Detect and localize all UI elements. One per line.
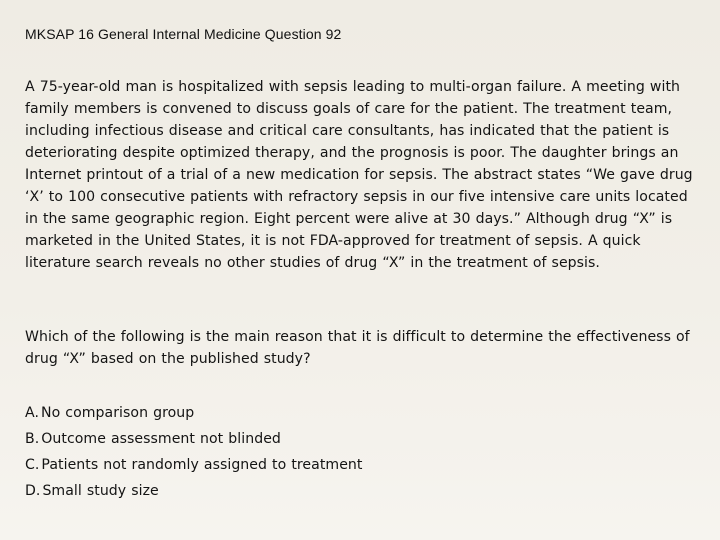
option-letter: C. <box>25 457 40 473</box>
option-letter: B. <box>25 431 40 447</box>
answer-option-a[interactable] <box>25 400 362 426</box>
question-stem: A 75-year-old man is hospitalized with sepsis leading to multi-organ failure. A meeting with family members is convened to discuss goals of care for the patient. The treatment team, including infectious disease and critical care consultants, has indicated that the patient is deteriorating despite optimized therapy, and the prognosis is poor. The daughter brings an Internet printout of a trial of a new medication for sepsis. The abstract states “We gave drug ‘X’ to 100 consecutive patients with refractory sepsis in our five intensive care units located in the same geographic region. Eight percent were alive at 30 days.” Although drug “X” is marketed in the United States, it is not FDA-approved for treatment of sepsis. A quick literature search reveals no other studies of drug “X” in the treatment of sepsis. <box>25 79 693 271</box>
option-text: Patients not randomly assigned to treatment <box>41 457 363 473</box>
option-text: Small study size <box>42 483 159 499</box>
answer-option-c[interactable] <box>25 452 362 478</box>
option-letter: A. <box>25 405 39 421</box>
question-prompt: Which of the following is the main reason that it is difficult to determine the effectiveness of drug “X” based on the published study? <box>25 329 690 367</box>
option-letter: D. <box>25 483 41 499</box>
answer-options <box>25 400 362 504</box>
option-text: Outcome assessment not blinded <box>41 431 281 447</box>
answer-option-d[interactable] <box>25 478 362 504</box>
answer-option-b[interactable] <box>25 426 362 452</box>
slide-title: MKSAP 16 General Internal Medicine Question 92 <box>25 26 342 42</box>
option-text: No comparison group <box>40 405 195 421</box>
